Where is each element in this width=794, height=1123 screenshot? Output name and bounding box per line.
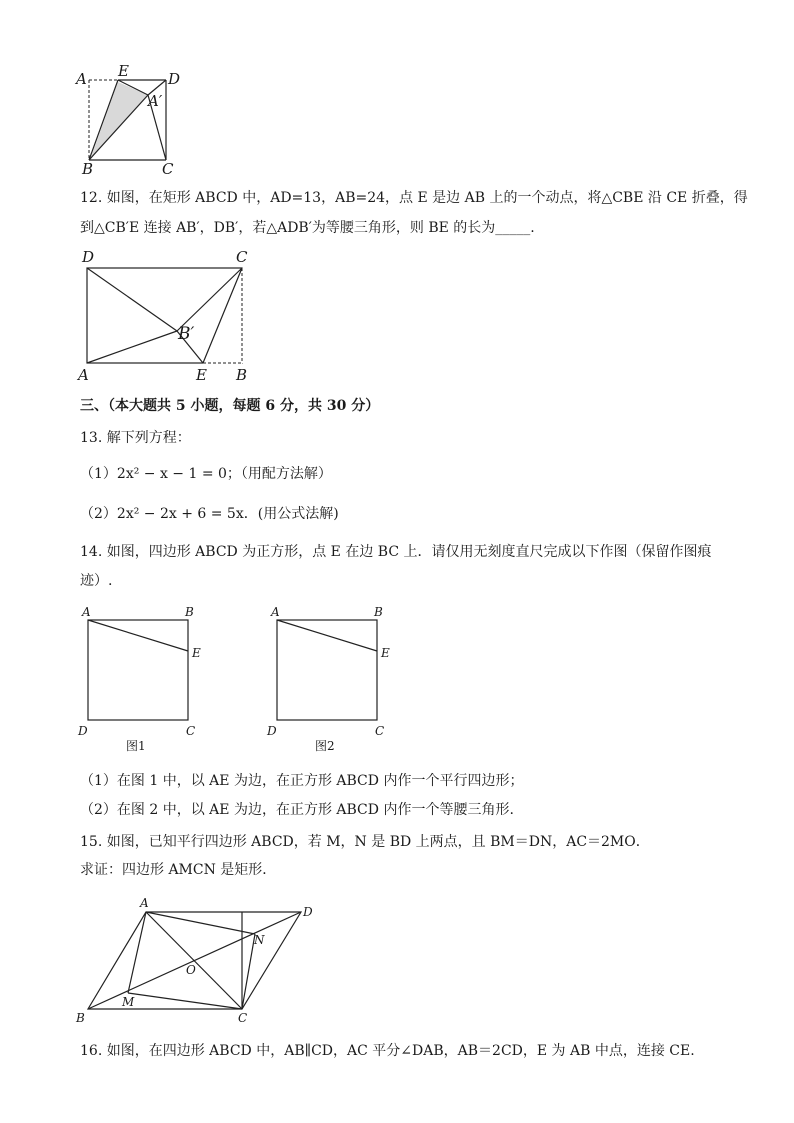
figure-q12 (70, 246, 270, 386)
q14-line2: 迹）. (80, 573, 113, 589)
label-B: B (236, 366, 248, 384)
label-E: E (196, 366, 207, 384)
q12-line1: 12. 如图，在矩形 ABCD 中，AD=13，AB=24，点 E 是边 AB 上的一个动点，将△CBE 沿 CE 折叠，得 (80, 190, 748, 206)
label-C: C (162, 160, 174, 178)
label-D: D (168, 70, 181, 88)
q14-part1: （1）在图 1 中，以 AE 为边，在正方形 ABCD 内作一个平行四边形； (80, 773, 524, 789)
label-E: E (192, 646, 201, 660)
q14-line1: 14. 如图，四边形 ABCD 为正方形，点 E 在边 BC 上．请仅用无刻度直尺完成以下作图（保留作图痕 (80, 544, 712, 560)
figure-q15 (70, 890, 330, 1030)
label-A: A (140, 896, 149, 910)
label-B: B (185, 605, 194, 619)
label-M: M (122, 995, 135, 1009)
label-C: C (186, 724, 196, 738)
q14-part2: （2）在图 2 中，以 AE 为边，在正方形 ABCD 内作一个等腰三角形. (80, 802, 514, 818)
label-A-prime: A′ (148, 92, 163, 110)
label-A: A (78, 366, 89, 384)
q16-line1: 16. 如图，在四边形 ABCD 中，AB∥CD，AC 平分∠DAB，AB＝2CD，E 为 AB 中点，连接 CE. (80, 1043, 695, 1059)
q12-line2: 到△CB′E 连接 AB′，DB′，若△ADB′为等腰三角形，则 BE 的长为_____. (80, 220, 535, 236)
q13-part1: （1）2x² − x − 1 = 0；（用配方法解） (80, 466, 332, 482)
label-C: C (238, 1011, 248, 1025)
label-A: A (82, 605, 91, 619)
q15-line2: 求证：四边形 AMCN 是矩形． (80, 862, 277, 878)
label-C: C (375, 724, 385, 738)
figure-q11 (70, 60, 200, 180)
q13-part2: （2）2x² − 2x + 6 = 5x．(用公式法解) (80, 506, 339, 522)
label-B: B (374, 605, 383, 619)
figure-q14-1 (72, 602, 222, 762)
label-N: N (254, 933, 265, 947)
q15-line1: 15. 如图，已知平行四边形 ABCD，若 M，N 是 BD 上两点，且 BM＝DN，AC＝2MO． (80, 834, 650, 850)
label-D: D (82, 248, 95, 266)
label-A: A (271, 605, 280, 619)
q13-title: 13. 解下列方程： (80, 430, 191, 446)
label-B-prime: B′ (178, 324, 195, 344)
label-D: D (303, 905, 313, 919)
label-A: A (76, 70, 87, 88)
figure-caption-2: 图2 (315, 739, 335, 753)
label-B: B (76, 1011, 85, 1025)
label-B: B (82, 160, 94, 178)
figure-caption-1: 图1 (126, 739, 146, 753)
label-D: D (267, 724, 277, 738)
label-E: E (381, 646, 390, 660)
label-D: D (78, 724, 88, 738)
figure-q14-2 (261, 602, 411, 762)
section-3-heading: 三、（本大题共 5 小题，每题 6 分，共 30 分） (80, 398, 380, 414)
label-O: O (186, 963, 196, 977)
label-E: E (118, 62, 129, 80)
label-C: C (236, 248, 248, 266)
